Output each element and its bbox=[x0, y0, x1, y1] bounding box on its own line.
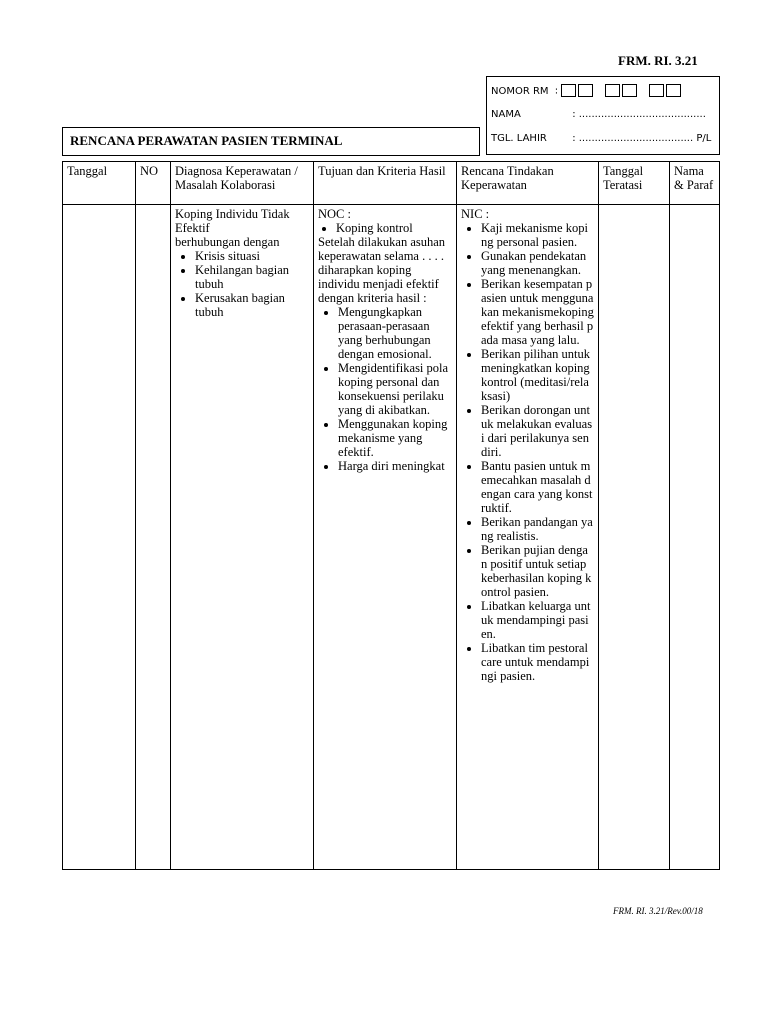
list-item: • Berikan pilihan untuk meningkatkan koping kontrol (meditasi/relaksasi) bbox=[481, 347, 594, 403]
list-item: • Menggunakan koping mekanisme yang efektif. bbox=[338, 417, 452, 459]
header-tujuan: Tujuan dan Kriteria Hasil bbox=[314, 162, 457, 205]
table-row bbox=[63, 205, 720, 870]
patient-identity-box bbox=[486, 76, 720, 155]
list-item: • Kerusakan bagian tubuh bbox=[195, 291, 309, 319]
list-item: • Harga diri meningkat bbox=[338, 459, 452, 473]
nomor-rm-box[interactable] bbox=[649, 84, 664, 97]
nomor-rm-label: NOMOR RM bbox=[491, 85, 549, 97]
list-item: • Mengidentifikasi pola koping personal dan konsekuensi perilaku yang di akibatkan. bbox=[338, 361, 452, 417]
list-item: • Libatkan keluarga untuk mendampingi pasien. bbox=[481, 599, 594, 641]
noc-label: NOC : bbox=[318, 207, 351, 221]
cell-diagnosa bbox=[171, 205, 314, 870]
list-item: • Libatkan tim pestoral care untuk mendampingi pasien. bbox=[481, 641, 594, 683]
tgl-lahir-field[interactable]: : .................................... P/L bbox=[572, 133, 712, 144]
list-item: • Mengungkapkan perasaan-perasaan yang berhubungan dengan emosional. bbox=[338, 305, 452, 361]
header-no: NO bbox=[136, 162, 171, 205]
list-item: • Kaji mekanisme koping personal pasien. bbox=[481, 221, 594, 249]
header-tanggal: Tanggal bbox=[63, 162, 136, 205]
diagnosa-title: Koping Individu Tidak Efektif bbox=[175, 207, 290, 235]
nomor-rm-box[interactable] bbox=[605, 84, 620, 97]
nomor-rm-box[interactable] bbox=[622, 84, 637, 97]
cell-tanggal-teratasi[interactable] bbox=[599, 205, 670, 870]
nama-row bbox=[491, 109, 706, 120]
header-nama-paraf: Nama & Paraf bbox=[670, 162, 720, 205]
list-item: • Gunakan pendekatan yang menenangkan. bbox=[481, 249, 594, 277]
list-item: • Berikan pandangan yang realistis. bbox=[481, 515, 594, 543]
header-tanggal-teratasi: Tanggal Teratasi bbox=[599, 162, 670, 205]
criteria-list bbox=[318, 305, 452, 473]
list-item: • Berikan dorongan untuk melakukan evaluasi dari perilakunya sendiri. bbox=[481, 403, 594, 459]
nama-field[interactable]: : ........................................ bbox=[572, 109, 706, 120]
header-rencana: Rencana Tindakan Keperawatan bbox=[457, 162, 599, 205]
cell-tanggal[interactable] bbox=[63, 205, 136, 870]
nic-label: NIC : bbox=[461, 207, 490, 221]
nomor-rm-box[interactable] bbox=[561, 84, 576, 97]
form-title: RENCANA PERAWATAN PASIEN TERMINAL bbox=[70, 133, 343, 148]
list-item: • Kehilangan bagian tubuh bbox=[195, 263, 309, 291]
list-item: • Berikan kesempatan pasien untuk menggunakan mekanismekoping efektif yang berhasil pada masa yang lalu. bbox=[481, 277, 594, 347]
nomor-rm-box[interactable] bbox=[578, 84, 593, 97]
list-item: • Koping kontrol bbox=[336, 221, 452, 235]
nic-list bbox=[461, 221, 594, 683]
tgl-lahir-row bbox=[491, 133, 711, 144]
diagnosa-list bbox=[175, 249, 309, 319]
nomor-rm-row bbox=[491, 84, 683, 97]
noc-list bbox=[318, 221, 452, 235]
form-revision-footer: FRM. RI. 3.21/Rev.00/18 bbox=[613, 906, 703, 916]
header-diagnosa: Diagnosa Keperawatan / Masalah Kolaborasi bbox=[171, 162, 314, 205]
form-code: FRM. RI. 3.21 bbox=[618, 53, 698, 68]
nama-label: NAMA bbox=[491, 109, 521, 120]
cell-no[interactable] bbox=[136, 205, 171, 870]
tgl-lahir-label: TGL. LAHIR bbox=[491, 133, 547, 144]
form-title-box bbox=[62, 127, 480, 156]
list-item: • Bantu pasien untuk memecahkan masalah dengan cara yang konstruktif. bbox=[481, 459, 594, 515]
list-item: • Krisis situasi bbox=[195, 249, 309, 263]
care-plan-table bbox=[62, 161, 720, 870]
list-item: • Berikan pujian dengan positif untuk setiap keberhasilan koping kontrol pasien. bbox=[481, 543, 594, 599]
cell-rencana bbox=[457, 205, 599, 870]
nomor-rm-sep: : bbox=[554, 85, 559, 97]
diagnosa-intro: berhubungan dengan bbox=[175, 235, 280, 249]
nomor-rm-box[interactable] bbox=[666, 84, 681, 97]
tujuan-text: Setelah dilakukan asuhan keperawatan selama . . . . diharapkan koping individu menjadi efektif dengan kriteria hasil : bbox=[318, 235, 446, 305]
cell-nama-paraf[interactable] bbox=[670, 205, 720, 870]
table-header-row bbox=[63, 162, 720, 205]
cell-tujuan bbox=[314, 205, 457, 870]
